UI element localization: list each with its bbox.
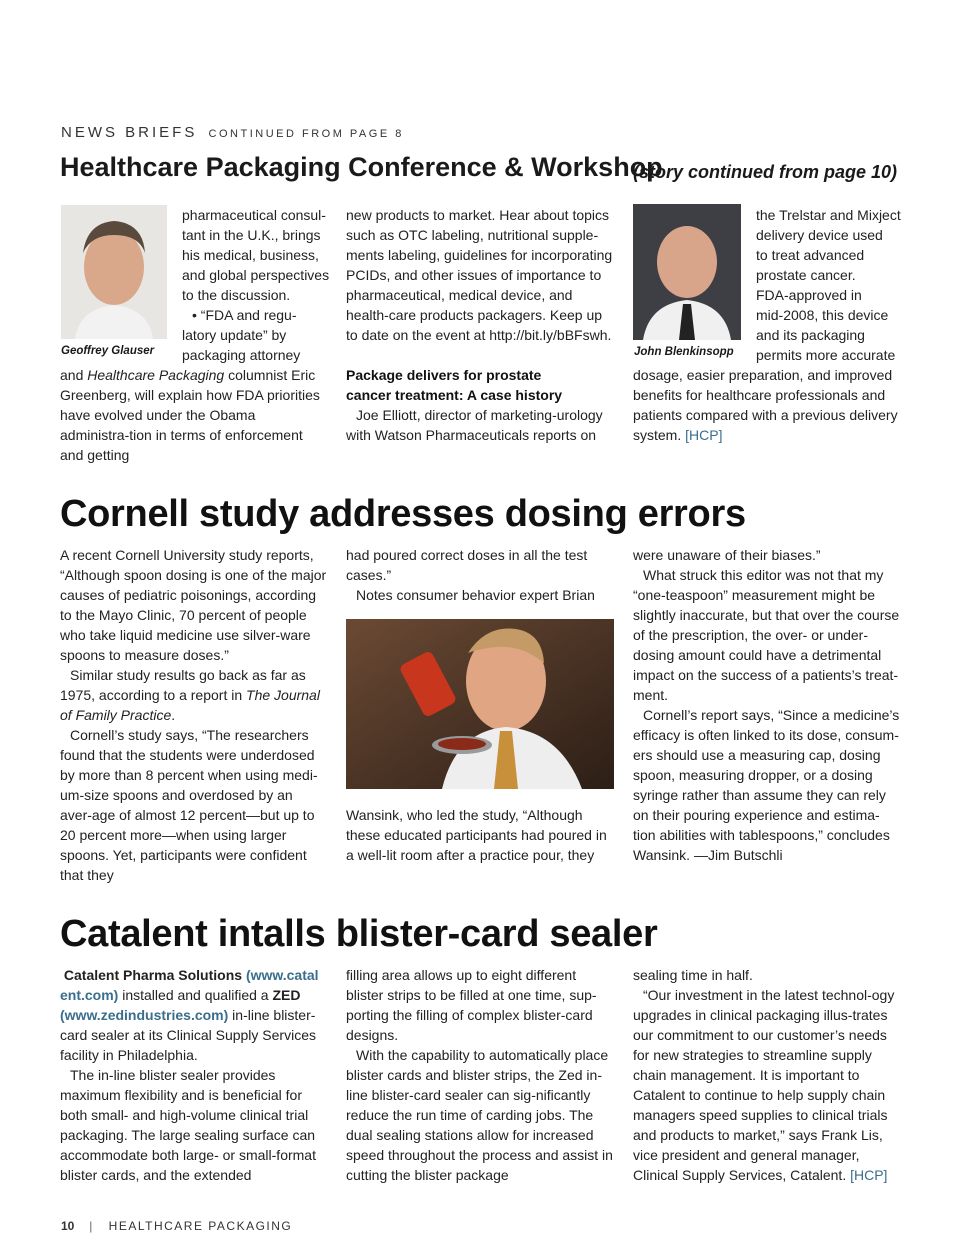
article3-col3 bbox=[633, 965, 905, 1185]
paragraph: With the capability to automatically place blister cards and blister strips, the Zed in-line blister-card sealer can sig-nificantly reduce the run time of carding jobs. The dual sealing stations allow for increased speed throughout the process and assist in cutting the blister package bbox=[346, 1047, 613, 1183]
page-number: 10 bbox=[61, 1219, 75, 1233]
photo-geoffrey-glauser bbox=[61, 205, 167, 339]
article3-col2 bbox=[346, 965, 616, 1185]
paragraph: had poured correct doses in all the test cases.” bbox=[346, 547, 588, 583]
section-header bbox=[61, 124, 404, 141]
text-run: . bbox=[171, 707, 176, 723]
photo-brian-wansink bbox=[346, 619, 614, 789]
zed-url-link[interactable]: (www.zedindustries.com) bbox=[60, 1007, 229, 1023]
paragraph: filling area allows up to eight different blister strips to be filled at one time, sup-porting the filling of complex blister-card designs. bbox=[346, 967, 597, 1043]
article2-col2-top bbox=[346, 545, 616, 605]
text-line: to the discussion. bbox=[182, 287, 291, 303]
text-line: delivery device used bbox=[756, 227, 883, 243]
text-line: his medical, business, bbox=[182, 247, 319, 263]
text-line: to treat advanced bbox=[756, 247, 865, 263]
text-line: packaging attorney bbox=[182, 347, 301, 363]
text-run: “Our investment in the latest technol-ogy upgrades in clinical packaging illus-trates our commitment to our customer’s needs for new strategies to streamline supply chain management. It is important to Catalent to continue to help supply chain managers speed supplies to clinical trials and products to market,” says Frank Lis, vice president and general manager, Clinical Supply Services, Catalent. bbox=[633, 987, 895, 1183]
paragraph: Cornell’s study says, “The researchers found that the students were underdosed by more than 8 percent when using medi-um-size spoons and overdosed by an aver-age of almost 12 percent—but up to 20 percent more—when using larger spoons. Yet, participants were confident that they bbox=[60, 727, 318, 883]
photo-john-blenkinsopp bbox=[633, 204, 741, 340]
text-line: and its packaging bbox=[756, 327, 865, 343]
text-line: and global perspectives bbox=[182, 267, 330, 283]
article-title-catalent: Catalent intalls blister-card sealer bbox=[60, 913, 658, 955]
text-line: pharmaceutical consul- bbox=[182, 207, 326, 223]
article1-col3-text bbox=[633, 365, 901, 445]
article1-col2-text bbox=[346, 205, 616, 445]
hcp-tag: [HCP] bbox=[685, 427, 723, 443]
company-name: Catalent Pharma Solutions bbox=[63, 967, 243, 983]
paragraph: Wansink, who led the study, “Although these educated participants had poured in a well-lit room after a practice pour, they bbox=[346, 807, 607, 863]
article1-col3-beside bbox=[756, 205, 906, 365]
paragraph: A recent Cornell University study reports, “Although spoon dosing is one of the major causes of pediatric poisonings, according to the Mayo Clinic, 70 percent of people who take liquid medicine use silver-ware spoons to measure doses.” bbox=[60, 547, 327, 663]
text-line: mid-2008, this device bbox=[756, 307, 889, 323]
publication-name: HEALTHCARE PACKAGING bbox=[108, 1219, 293, 1233]
text-line: the Trelstar and Mixject bbox=[756, 207, 901, 223]
subheading: cancer treatment: A case history bbox=[346, 387, 563, 403]
paragraph: Cornell’s report says, “Since a medicine’s efficacy is often linked to its dose, consum-ers should use a measuring cap, dosing spoon, measuring dropper, or a dosing syringe rather than assume they can rely on their pouring experience and estima-tion abilities with tablespoons,” concludes Wansink. —Jim Butschli bbox=[633, 707, 900, 863]
text-line: latory update” by bbox=[182, 327, 287, 343]
article1-col1-text bbox=[60, 365, 328, 465]
text-line: FDA-approved in bbox=[756, 287, 862, 303]
section-label: NEWS BRIEFS bbox=[61, 124, 198, 141]
paragraph: The in-line blister sealer provides maximum flexibility and is beneficial for both small- and high-volume clinical trial packaging. The large sealing surface can accommodate both large- or small-format blister cards, and the extended bbox=[60, 1067, 316, 1183]
paragraph: sealing time in half. bbox=[633, 967, 753, 983]
portrait-image bbox=[61, 205, 167, 339]
article1-col1-beside bbox=[182, 205, 332, 365]
page-footer bbox=[61, 1219, 292, 1233]
article2-col3 bbox=[633, 545, 901, 865]
article2-col2-bottom bbox=[346, 805, 616, 865]
paragraph: new products to market. Hear about topics such as OTC labeling, nutritional supple-ments labeling, guidelines for incorporating PCIDs, and other issues of importance to pharmaceutical, medical device, and health-care products packagers. Keep up to date on the event at http://bit.ly/bBFswh. bbox=[346, 207, 613, 343]
text-line: permits more accurate bbox=[756, 347, 896, 363]
paragraph: Joe Elliott, director of marketing-urology with Watson Pharmaceuticals reports on bbox=[346, 407, 603, 443]
footer-separator: | bbox=[89, 1219, 94, 1233]
portrait-image bbox=[633, 204, 741, 340]
text-run: dosage, easier preparation, and improved benefits for healthcare professionals and patients compared with a previous delivery system. bbox=[633, 367, 898, 443]
text-run: columnist Eric Greenberg, will explain how FDA priorities have evolved under the Obama administra-tion in terms of enforcement and getting bbox=[60, 367, 320, 463]
hcp-tag: [HCP] bbox=[850, 1167, 888, 1183]
subheading: Package delivers for prostate bbox=[346, 367, 542, 383]
photo-caption-right: John Blenkinsopp bbox=[634, 346, 734, 358]
text-run: installed and qualified a bbox=[118, 987, 273, 1003]
paragraph: Notes consumer behavior expert Brian bbox=[356, 587, 595, 603]
text-line: • “FDA and regu- bbox=[192, 307, 297, 323]
paragraph: What struck this editor was not that my “one-teaspoon” measurement might be slightly inaccurate, but that over the course of the prescription, the over- or under-dosing amount could have a detrimental impact on the success of a patients’s treat-ment. bbox=[633, 567, 900, 703]
text-run: in-line blister-card sealer at its Clinical Supply Services facility in Philadelphia. bbox=[60, 1007, 316, 1063]
photo-caption-left: Geoffrey Glauser bbox=[61, 345, 155, 357]
text-run: and bbox=[60, 367, 88, 383]
story-continued-note: (story continued from page 10) bbox=[633, 162, 898, 182]
publication-name: Healthcare Packaging bbox=[87, 367, 225, 383]
journal-name: The Journal of Family Practice bbox=[60, 687, 320, 723]
article2-col1 bbox=[60, 545, 328, 885]
text-line: prostate cancer. bbox=[756, 267, 856, 283]
article3-col1 bbox=[60, 965, 328, 1185]
continued-label: CONTINUED FROM PAGE 8 bbox=[208, 128, 404, 140]
text-line: tant in the U.K., brings bbox=[182, 227, 321, 243]
study-photo-image bbox=[346, 619, 614, 789]
text-run: Similar study results go back as far as 1975, according to a report in bbox=[60, 667, 306, 703]
brand-name: ZED bbox=[272, 987, 301, 1003]
article-title-conference: Healthcare Packaging Conference & Workshop bbox=[60, 152, 663, 182]
paragraph: were unaware of their biases.” bbox=[633, 547, 821, 563]
article-title-cornell: Cornell study addresses dosing errors bbox=[60, 493, 746, 535]
company-url-link[interactable]: (www.catal ent.com) bbox=[60, 967, 319, 1003]
